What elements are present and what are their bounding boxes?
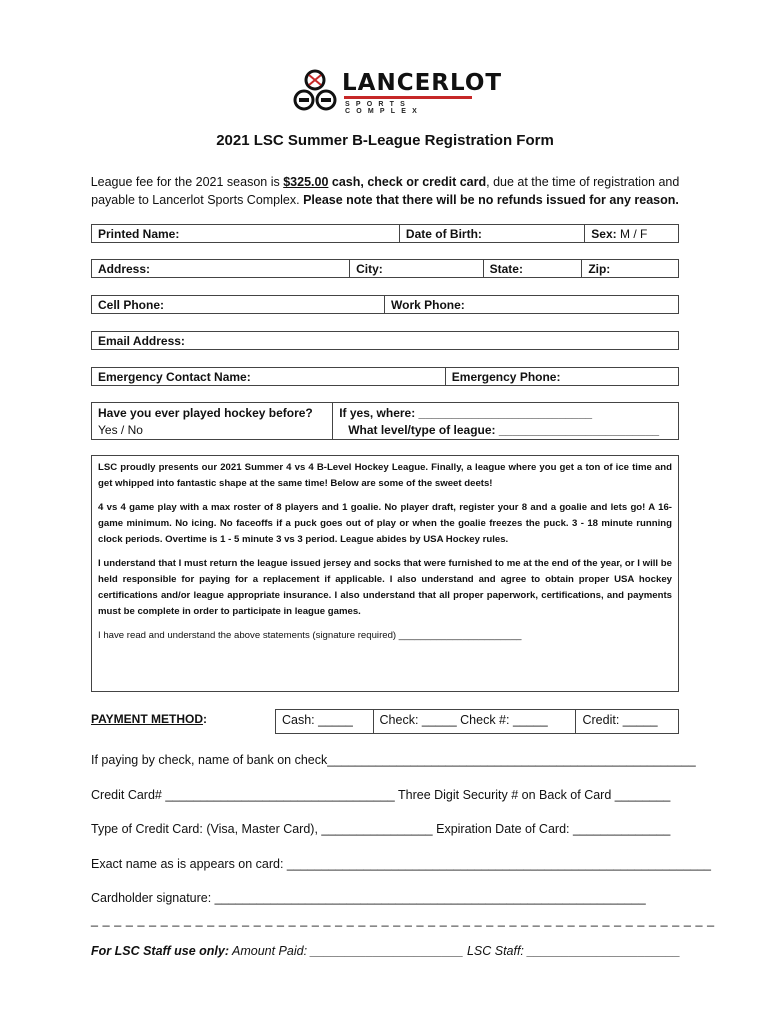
card-type-line[interactable]: Type of Credit Card: (Visa, Master Card), ________________ Expiration Date of Card: ______________ bbox=[91, 822, 671, 836]
hockey-where-field[interactable]: If yes, where: __________________________ What level/type of league: ________________________ bbox=[339, 406, 660, 437]
email-row bbox=[91, 331, 679, 350]
logo-subtitle: SPORTS COMPLEX bbox=[345, 101, 424, 115]
exact-name-line[interactable]: Exact name as is appears on card: _____________________________________________________________ bbox=[91, 857, 712, 871]
zip-field[interactable]: Zip: bbox=[588, 262, 611, 276]
staff-use-label: For LSC Staff use only: bbox=[91, 944, 229, 958]
address-row bbox=[91, 259, 679, 278]
statement-intro: LSC proudly presents our 2021 Summer 4 vs 4 B-Level Hockey League. Finally, a league where you get a ton of ice time and get whipped into fantastic shape at the same time! Below are some of the sweet deets! bbox=[98, 462, 672, 489]
dob-field[interactable]: Date of Birth: bbox=[400, 225, 585, 242]
logo-divider bbox=[344, 96, 472, 99]
lancerlot-logo bbox=[290, 66, 503, 116]
payment-method-options bbox=[275, 709, 679, 734]
logo-wordmark: LANCERLOT bbox=[342, 70, 503, 96]
state-field[interactable]: State: bbox=[484, 260, 583, 277]
emergency-phone-field[interactable]: Emergency Phone: bbox=[451, 370, 561, 384]
email-field[interactable]: Email Address: bbox=[98, 334, 185, 348]
form-title: 2021 LSC Summer B-League Registration Form bbox=[216, 132, 554, 149]
amount-paid-line[interactable]: Amount Paid: ______________________ bbox=[228, 944, 467, 958]
work-phone-field[interactable]: Work Phone: bbox=[391, 298, 465, 312]
intro-text: League fee for the 2021 season is $325.00 cash, check or credit card, due at the time of registration and payable to Lancerlot Sports Complex. Please note that there will be no refunds issued for any reason. bbox=[90, 175, 680, 207]
lsc-staff-line[interactable]: LSC Staff: ______________________ bbox=[466, 944, 681, 958]
statement-agreement: I understand that I must return the league issued jersey and socks that were furnished to me at the end of the year, or I will be held responsible for paying for a replacement if applicable. I also understand and agree to obtain proper USA hockey certifications and/or league appropriate insurance. I also understand that all proper paperwork, certifications, and payments must be complete in order to participate in league games. bbox=[98, 558, 672, 617]
statement-rules: 4 vs 4 game play with a max roster of 8 players and 1 goalie. No player draft, register your 8 and a goalie and lets go! A 16-game minimum. No icing. No faceoffs if a puck goes out of play or when the goalie freezes the puck. 3 - 18 minute running clock periods. Overtime is 1 - 5 minute 3 vs 3 period. League abides by USA Hockey rules. bbox=[98, 502, 672, 545]
fee-amount: $325.00 bbox=[283, 175, 329, 189]
cash-option[interactable]: Cash: _____ bbox=[276, 710, 374, 733]
emergency-name-field[interactable]: Emergency Contact Name: bbox=[92, 368, 446, 385]
credit-option[interactable]: Credit: _____ bbox=[582, 713, 658, 727]
payment-method-label: PAYMENT METHOD: bbox=[91, 712, 208, 726]
printed-name-field[interactable]: Printed Name: bbox=[92, 225, 400, 242]
check-option[interactable]: Check: _____ Check #: _____ bbox=[374, 710, 577, 733]
cell-phone-field[interactable]: Cell Phone: bbox=[92, 296, 385, 313]
sex-field[interactable]: Sex: M / F bbox=[591, 227, 648, 241]
cut-line: _ _ _ _ _ _ _ _ _ _ _ _ _ _ _ _ _ _ _ _ _ _ _ _ _ _ _ _ _ _ _ _ _ _ _ _ _ _ _ _ _ _ _ _ _ _ _ _ _ _ _ _ _ _ bbox=[91, 913, 715, 927]
name-row bbox=[91, 224, 679, 243]
city-field[interactable]: City: bbox=[350, 260, 484, 277]
phone-row bbox=[91, 295, 679, 314]
address-field[interactable]: Address: bbox=[92, 260, 350, 277]
played-hockey-question[interactable]: Have you ever played hockey before? Yes / No bbox=[92, 403, 333, 439]
cardholder-signature-line[interactable]: Cardholder signature: ______________________________________________________________ bbox=[91, 891, 646, 905]
signature-line[interactable]: I have read and understand the above statements (signature required) _______________________ bbox=[98, 630, 522, 641]
credit-card-line[interactable]: Credit Card# _________________________________ Three Digit Security # on Back of Card ________ bbox=[91, 788, 671, 802]
sports-emblem-icon bbox=[290, 66, 340, 116]
league-statement bbox=[91, 455, 679, 692]
emergency-row bbox=[91, 367, 679, 386]
staff-use-section bbox=[91, 944, 680, 958]
hockey-experience-box bbox=[91, 402, 679, 440]
bank-name-line[interactable]: If paying by check, name of bank on check_____________________________________________________ bbox=[91, 753, 696, 767]
